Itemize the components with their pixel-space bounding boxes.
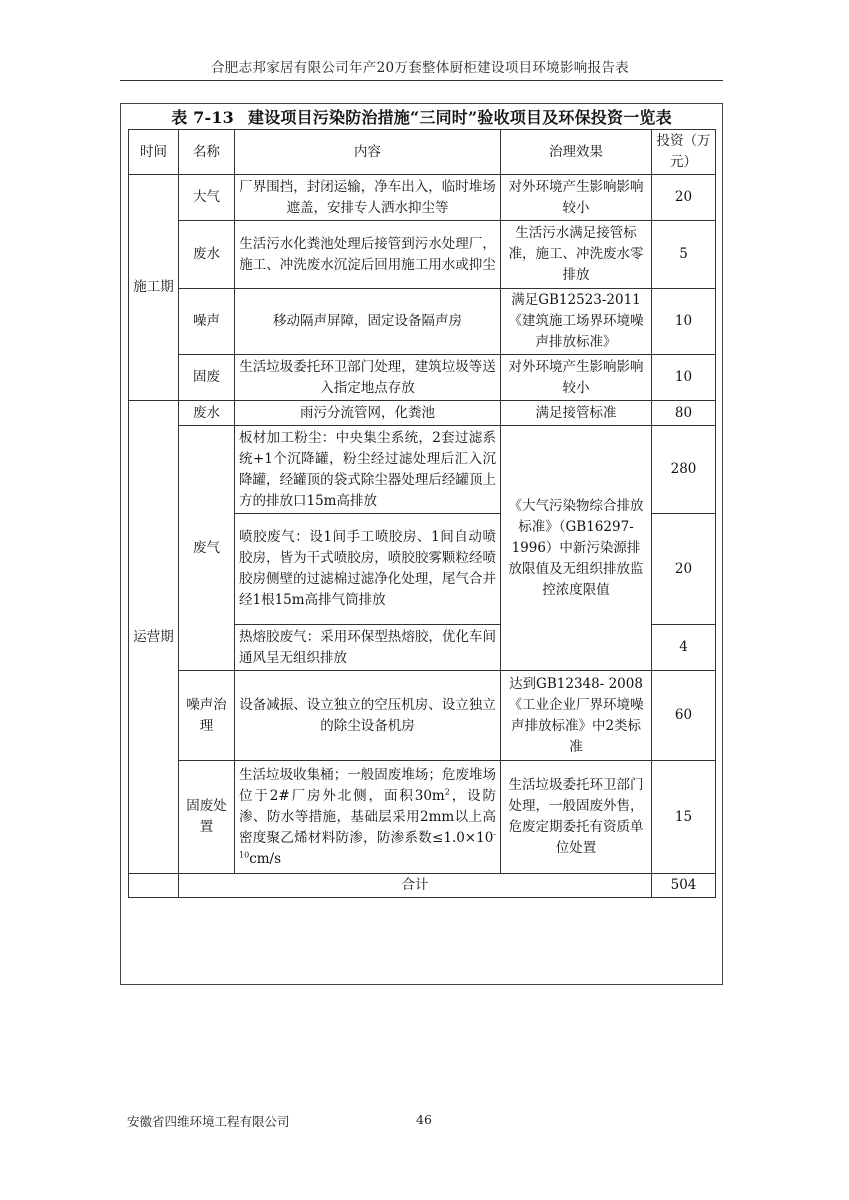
table-row xyxy=(129,671,716,761)
item-investment: 5 xyxy=(652,221,716,289)
table-row xyxy=(129,175,716,221)
item-name: 固废 xyxy=(179,355,235,401)
header-row xyxy=(129,130,716,175)
item-name: 噪声 xyxy=(179,289,235,355)
table-row xyxy=(129,761,716,874)
table-row xyxy=(129,401,716,426)
total-blank xyxy=(129,874,179,898)
page-number: 46 xyxy=(416,1112,432,1127)
col-header-effect: 治理效果 xyxy=(501,130,652,175)
solid-text-b: ，设防渗、防水等措施，基础层采用2mm以上高密度聚乙烯材料防渗，防渗系数≤1.0×10 xyxy=(239,787,496,846)
footer-company: 安徽省四维环境工程有限公司 xyxy=(127,1114,290,1129)
item-name: 噪声治理 xyxy=(179,671,235,761)
item-content: 移动隔声屏障，固定设备隔声房 xyxy=(235,289,501,355)
item-name: 废气 xyxy=(179,426,235,671)
col-header-time: 时间 xyxy=(129,130,179,175)
table-title xyxy=(120,105,723,128)
investment-table xyxy=(128,129,716,898)
total-label: 合计 xyxy=(179,874,652,898)
item-investment: 20 xyxy=(652,175,716,221)
item-investment: 280 xyxy=(652,426,716,514)
item-name: 大气 xyxy=(179,175,235,221)
header-rule xyxy=(120,80,723,81)
table-row xyxy=(129,355,716,401)
item-investment: 10 xyxy=(652,355,716,401)
item-investment: 60 xyxy=(652,671,716,761)
item-effect: 满足GB12523-2011《建筑施工场界环境噪声排放标准》 xyxy=(501,289,652,355)
solid-text-c: cm/s xyxy=(249,850,282,867)
area-unit-superscript: 2 xyxy=(444,787,450,796)
total-row xyxy=(129,874,716,898)
solid-text-a: 生活垃圾收集桶；一般固废堆场；危废堆场位于2#厂房外北侧，面积30m xyxy=(239,766,496,804)
col-header-name: 名称 xyxy=(179,130,235,175)
item-effect: 对外环境产生影响影响较小 xyxy=(501,355,652,401)
table-row xyxy=(129,289,716,355)
item-investment: 80 xyxy=(652,401,716,426)
item-effect: 生活污水满足接管标准，施工、冲洗废水零排放 xyxy=(501,221,652,289)
item-content: 生活污水化粪池处理后接管到污水处理厂，施工、冲洗废水沉淀后回用施工用水或抑尘 xyxy=(235,221,501,289)
col-header-content: 内容 xyxy=(235,130,501,175)
item-effect: 达到GB12348- 2008《工业企业厂界环境噪声排放标准》中2类标准 xyxy=(501,671,652,761)
period-construction xyxy=(129,175,179,401)
item-content: 生活垃圾委托环卫部门处理，建筑垃圾等送入指定地点存放 xyxy=(235,355,501,401)
item-name: 废水 xyxy=(179,221,235,289)
item-name: 废水 xyxy=(179,401,235,426)
item-effect: 满足接管标准 xyxy=(501,401,652,426)
item-effect: 生活垃圾委托环卫部门处理，一般固废外售，危废定期委托有资质单位处置 xyxy=(501,761,652,874)
period-operation xyxy=(129,401,179,874)
item-effect: 《大气污染物综合排放标准》（GB16297-1996）中新污染源排放限值及无组织排放监控浓度限值 xyxy=(501,426,652,671)
item-content: 设备减振、设立独立的空压机房、设立独立的除尘设备机房 xyxy=(235,671,501,761)
table-title-text: 建设项目污染防治措施“三同时”验收项目及环保投资一览表 xyxy=(248,108,672,127)
item-content: 喷胶废气：设1间手工喷胶房、1间自动喷胶房，皆为干式喷胶房，喷胶胶雾颗粒经喷胶房侧壁的过滤棉过滤净化处理，尾气合并经1根15m高排气筒排放 xyxy=(235,514,501,625)
table-number: 表 7-13 xyxy=(171,108,234,127)
page-header: 合肥志邦家居有限公司年产20万套整体厨柜建设项目环境影响报告表 xyxy=(211,60,629,76)
item-content: 厂界围挡，封闭运输，净车出入，临时堆场遮盖，安排专人洒水抑尘等 xyxy=(235,175,501,221)
item-name: 固废处置 xyxy=(179,761,235,874)
item-investment: 4 xyxy=(652,625,716,671)
item-content: 雨污分流管网，化粪池 xyxy=(235,401,501,426)
col-header-investment: 投资（万元） xyxy=(652,130,716,175)
item-investment: 10 xyxy=(652,289,716,355)
period-label: 运营期 xyxy=(133,628,174,645)
item-content: 热熔胶废气：采用环保型热熔胶，优化车间通风呈无组织排放 xyxy=(235,625,501,671)
item-investment: 15 xyxy=(652,761,716,874)
exponent-superscript: -10 xyxy=(239,829,496,859)
period-label: 施工期 xyxy=(133,279,174,295)
item-content: 板材加工粉尘：中央集尘系统，2套过滤系统+1个沉降罐，粉尘经过滤处理后汇入沉降罐，经罐顶的袋式除尘器处理后经罐顶上方的排放口15m高排放 xyxy=(235,426,501,514)
table-row xyxy=(129,426,716,514)
item-content xyxy=(235,761,501,874)
item-investment: 20 xyxy=(652,514,716,625)
item-effect: 对外环境产生影响影响较小 xyxy=(501,175,652,221)
total-value: 504 xyxy=(652,874,716,898)
table-row xyxy=(129,221,716,289)
